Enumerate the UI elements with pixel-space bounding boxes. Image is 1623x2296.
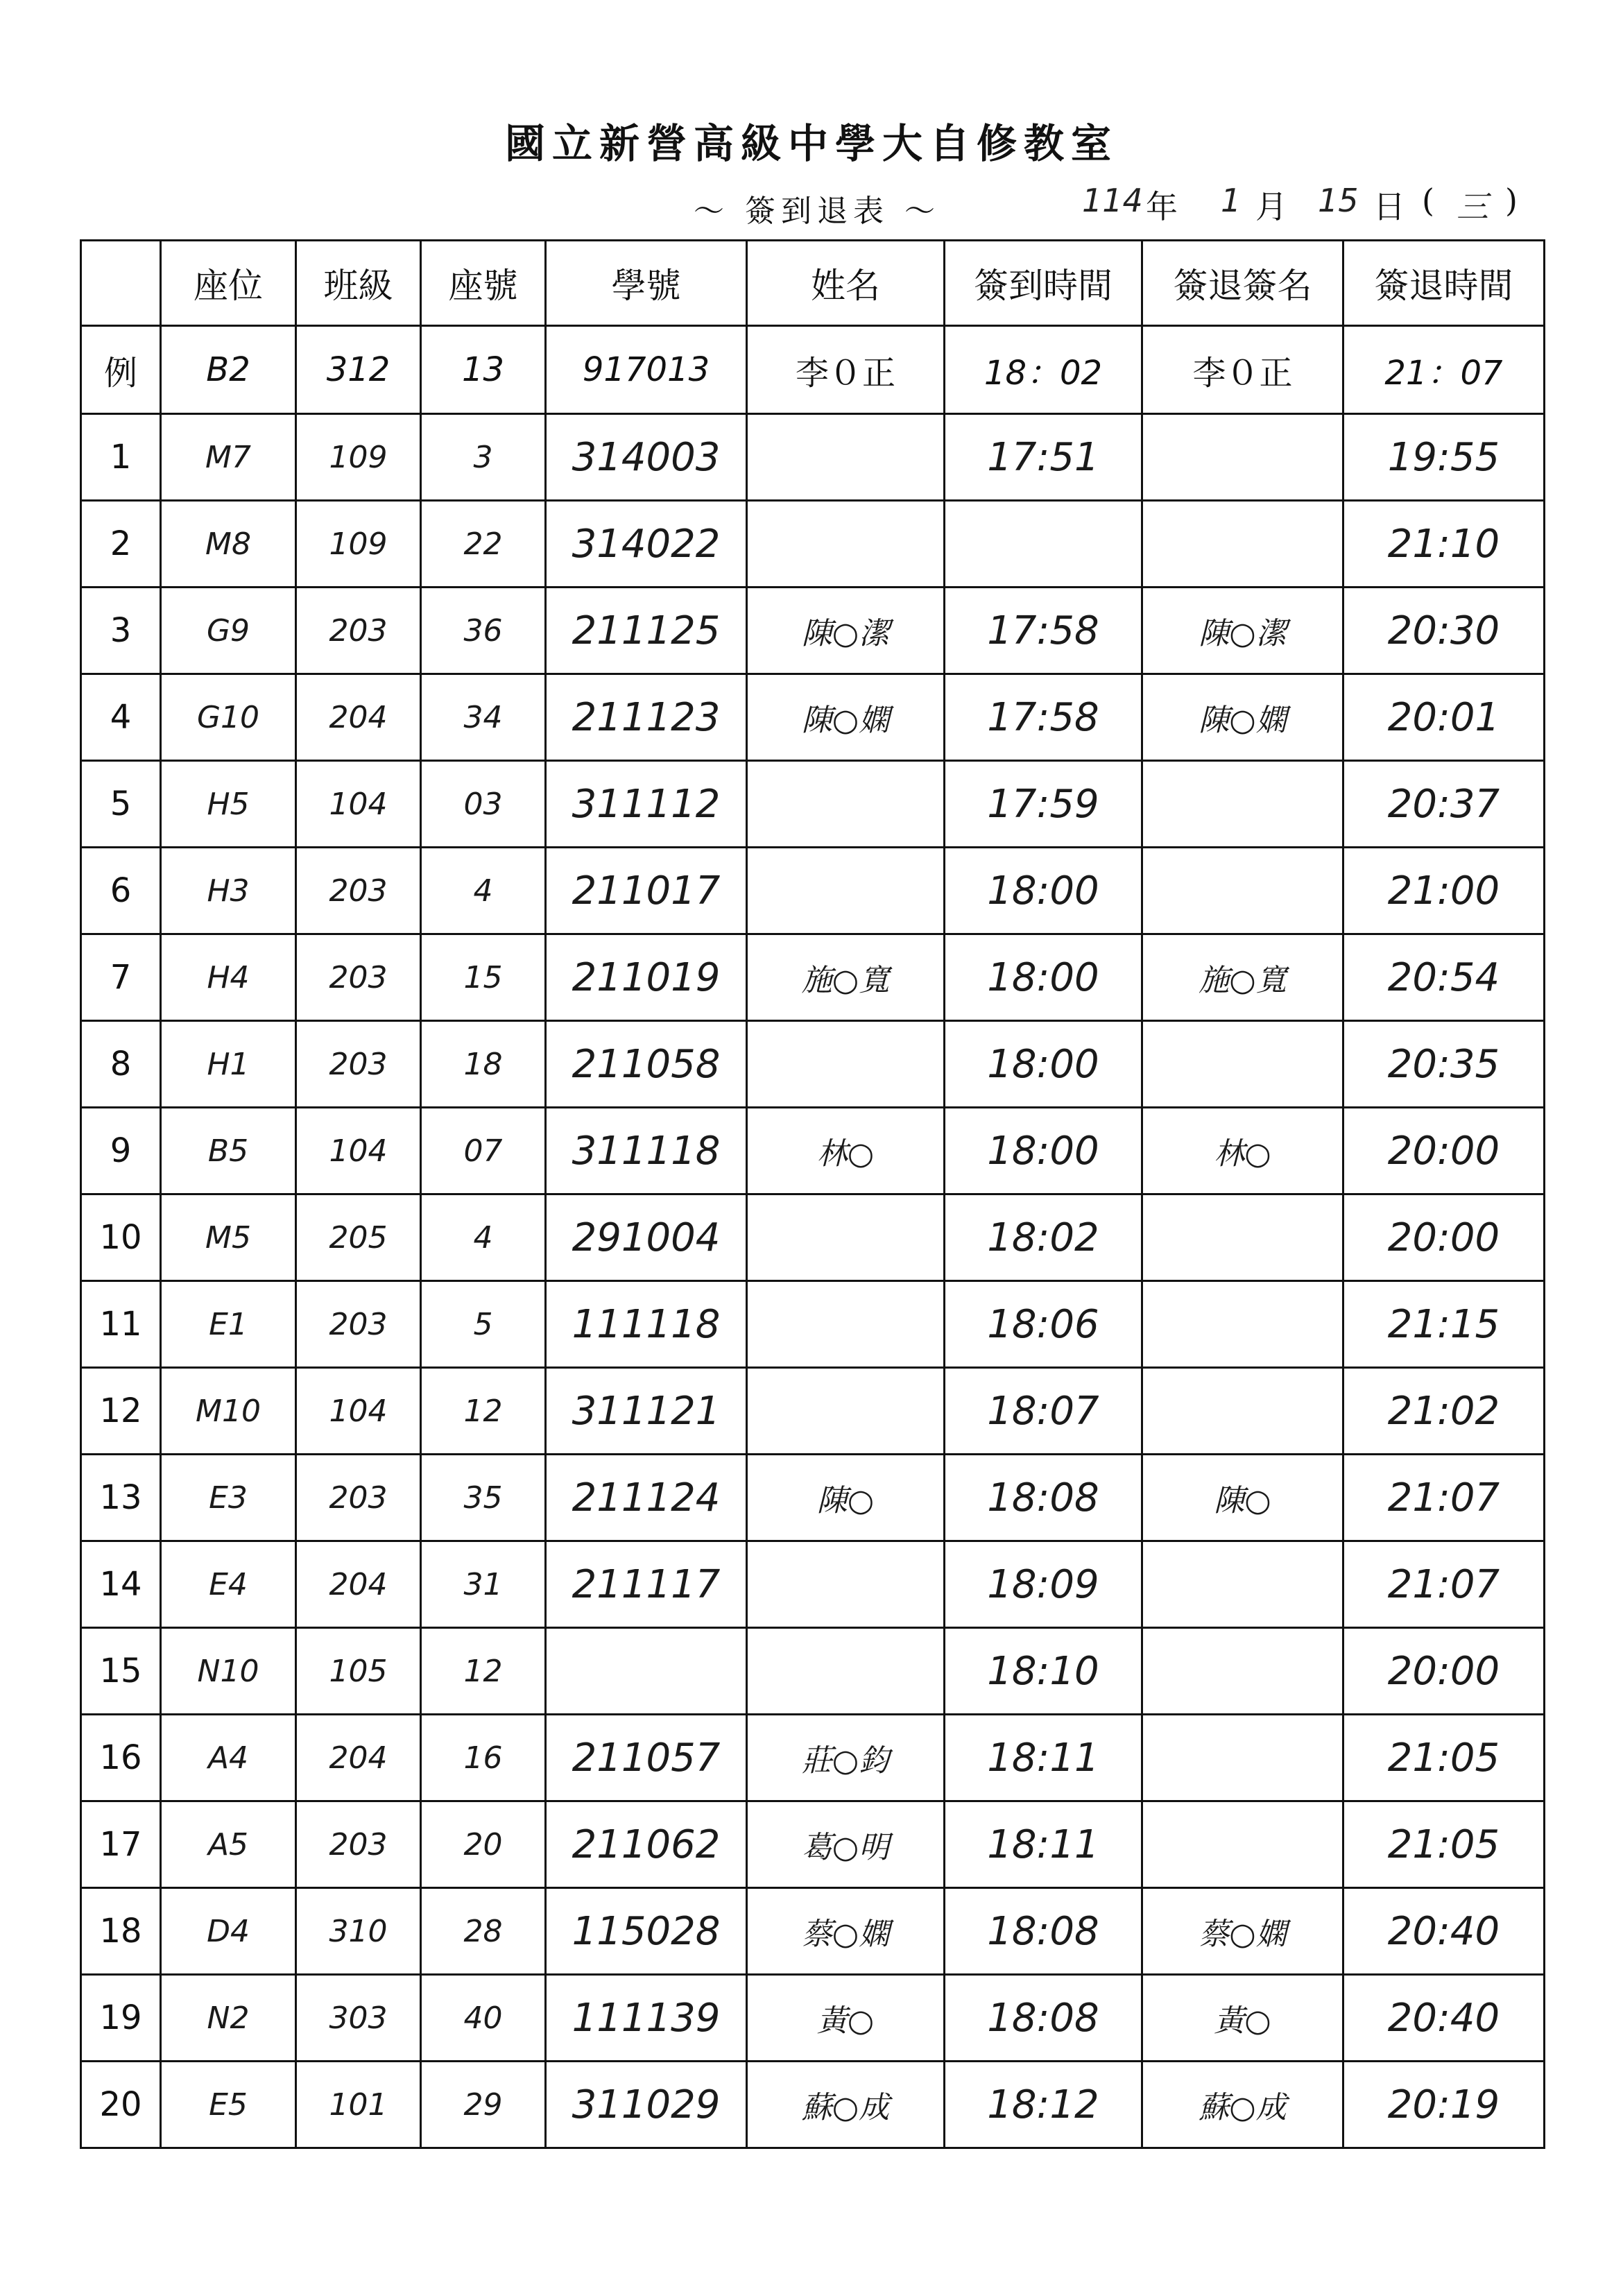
seat-no-cell: 5 bbox=[421, 1281, 546, 1368]
row-number: 13 bbox=[81, 1455, 161, 1541]
student-id-cell: 211117 bbox=[546, 1541, 747, 1628]
checkout-time-cell: 21:15 bbox=[1343, 1281, 1545, 1368]
seat-no-cell: 12 bbox=[421, 1628, 546, 1715]
row-number: 12 bbox=[81, 1368, 161, 1455]
seat-no-cell: 12 bbox=[421, 1368, 546, 1455]
example-class: 312 bbox=[296, 326, 421, 414]
page-title: 國立新營高級中學大自修教室 bbox=[504, 120, 1118, 167]
table-row bbox=[81, 1715, 1545, 1801]
class-cell: 104 bbox=[296, 1368, 421, 1455]
row-number: 11 bbox=[81, 1281, 161, 1368]
checkout-signature-cell: 蔡○嫻 bbox=[1142, 1888, 1343, 1975]
student-id-cell: 314003 bbox=[546, 414, 747, 501]
row-number: 16 bbox=[81, 1715, 161, 1801]
student-id-cell: 211019 bbox=[546, 934, 747, 1021]
row-number: 5 bbox=[81, 761, 161, 848]
checkin-time-cell: 18:08 bbox=[945, 1888, 1142, 1975]
name-cell bbox=[747, 501, 945, 588]
checkout-time-cell: 21:07 bbox=[1343, 1541, 1545, 1628]
date-day: 15 bbox=[1318, 182, 1359, 219]
example-seat-no: 13 bbox=[421, 326, 546, 414]
seat-cell: M8 bbox=[161, 501, 296, 588]
checkin-time-cell: 18:12 bbox=[945, 2062, 1142, 2148]
seat-cell: E1 bbox=[161, 1281, 296, 1368]
checkout-signature-cell bbox=[1142, 1801, 1343, 1888]
checkout-signature-cell bbox=[1142, 1281, 1343, 1368]
student-id-cell: 311029 bbox=[546, 2062, 747, 2148]
checkin-time-cell: 17:58 bbox=[945, 588, 1142, 674]
checkout-signature-cell: 蘇○成 bbox=[1142, 2062, 1343, 2148]
seat-no-cell: 31 bbox=[421, 1541, 546, 1628]
class-cell: 204 bbox=[296, 1541, 421, 1628]
table-row bbox=[81, 1888, 1545, 1975]
table-row bbox=[81, 1628, 1545, 1715]
seat-cell: G10 bbox=[161, 674, 296, 761]
form-subtitle: ～ 簽到退表 ～ bbox=[694, 194, 941, 229]
checkout-signature-cell bbox=[1142, 1021, 1343, 1108]
checkin-time-cell: 18:09 bbox=[945, 1541, 1142, 1628]
date-line bbox=[1082, 182, 1526, 230]
seat-cell: E4 bbox=[161, 1541, 296, 1628]
class-cell: 101 bbox=[296, 2062, 421, 2148]
checkin-time-cell: 18:00 bbox=[945, 934, 1142, 1021]
checkout-signature-cell: 陳○潔 bbox=[1142, 588, 1343, 674]
seat-cell: M10 bbox=[161, 1368, 296, 1455]
class-cell: 104 bbox=[296, 761, 421, 848]
student-id-cell: 311121 bbox=[546, 1368, 747, 1455]
checkout-signature-cell: 林○ bbox=[1142, 1108, 1343, 1194]
name-cell: 蘇○成 bbox=[747, 2062, 945, 2148]
table-row bbox=[81, 761, 1545, 848]
col-header-seat: 座位 bbox=[161, 241, 296, 326]
class-cell: 104 bbox=[296, 1108, 421, 1194]
table-row bbox=[81, 1975, 1545, 2062]
seat-no-cell: 28 bbox=[421, 1888, 546, 1975]
name-cell bbox=[747, 1281, 945, 1368]
checkin-time-cell: 17:51 bbox=[945, 414, 1142, 501]
name-cell: 葛○明 bbox=[747, 1801, 945, 1888]
row-number: 18 bbox=[81, 1888, 161, 1975]
checkout-time-cell: 21:02 bbox=[1343, 1368, 1545, 1455]
table-row bbox=[81, 1541, 1545, 1628]
seat-no-cell: 35 bbox=[421, 1455, 546, 1541]
class-cell: 109 bbox=[296, 501, 421, 588]
table-row bbox=[81, 2062, 1545, 2148]
example-label: 例 bbox=[81, 326, 161, 414]
checkout-signature-cell bbox=[1142, 848, 1343, 934]
example-checkin-time: 18：02 bbox=[945, 326, 1142, 414]
seat-cell: N2 bbox=[161, 1975, 296, 2062]
student-id-cell: 311112 bbox=[546, 761, 747, 848]
seat-no-cell: 20 bbox=[421, 1801, 546, 1888]
student-id-cell: 211057 bbox=[546, 1715, 747, 1801]
seat-cell: D4 bbox=[161, 1888, 296, 1975]
checkin-time-cell: 18:02 bbox=[945, 1194, 1142, 1281]
seat-no-cell: 34 bbox=[421, 674, 546, 761]
col-header-name: 姓名 bbox=[747, 241, 945, 326]
checkout-time-cell: 20:19 bbox=[1343, 2062, 1545, 2148]
checkout-signature-cell bbox=[1142, 761, 1343, 848]
seat-cell: M7 bbox=[161, 414, 296, 501]
col-header-index bbox=[81, 241, 161, 326]
seat-cell: E3 bbox=[161, 1455, 296, 1541]
row-number: 2 bbox=[81, 501, 161, 588]
date-weekday: 三 bbox=[1457, 188, 1488, 225]
row-number: 15 bbox=[81, 1628, 161, 1715]
example-name: 李０正 bbox=[747, 326, 945, 414]
class-cell: 203 bbox=[296, 934, 421, 1021]
student-id-cell: 111139 bbox=[546, 1975, 747, 2062]
example-row bbox=[81, 326, 1545, 414]
checkout-signature-cell bbox=[1142, 1715, 1343, 1801]
name-cell: 施○寬 bbox=[747, 934, 945, 1021]
seat-cell: A5 bbox=[161, 1801, 296, 1888]
name-cell: 陳○ bbox=[747, 1455, 945, 1541]
checkout-signature-cell: 黃○ bbox=[1142, 1975, 1343, 2062]
class-cell: 204 bbox=[296, 674, 421, 761]
table-row bbox=[81, 1021, 1545, 1108]
checkout-signature-cell: 陳○嫻 bbox=[1142, 674, 1343, 761]
date-month: 1 bbox=[1221, 182, 1242, 219]
checkout-time-cell: 20:00 bbox=[1343, 1628, 1545, 1715]
seat-no-cell: 22 bbox=[421, 501, 546, 588]
checkout-signature-cell bbox=[1142, 1541, 1343, 1628]
row-number: 8 bbox=[81, 1021, 161, 1108]
seat-no-cell: 40 bbox=[421, 1975, 546, 2062]
seat-no-cell: 3 bbox=[421, 414, 546, 501]
table-row bbox=[81, 1368, 1545, 1455]
name-cell: 林○ bbox=[747, 1108, 945, 1194]
seat-cell: H4 bbox=[161, 934, 296, 1021]
seat-cell: N10 bbox=[161, 1628, 296, 1715]
name-cell: 蔡○嫻 bbox=[747, 1888, 945, 1975]
example-student-id: 917013 bbox=[546, 326, 747, 414]
table-row bbox=[81, 1455, 1545, 1541]
checkout-signature-cell bbox=[1142, 414, 1343, 501]
student-id-cell: 211062 bbox=[546, 1801, 747, 1888]
checkout-time-cell: 20:54 bbox=[1343, 934, 1545, 1021]
student-id-cell: 115028 bbox=[546, 1888, 747, 1975]
checkout-signature-cell bbox=[1142, 501, 1343, 588]
name-cell bbox=[747, 1541, 945, 1628]
checkin-time-cell: 18:08 bbox=[945, 1975, 1142, 2062]
seat-no-cell: 29 bbox=[421, 2062, 546, 2148]
row-number: 6 bbox=[81, 848, 161, 934]
table-row bbox=[81, 674, 1545, 761]
student-id-cell: 311118 bbox=[546, 1108, 747, 1194]
date-month-unit: 月 bbox=[1255, 188, 1287, 225]
name-cell: 黃○ bbox=[747, 1975, 945, 2062]
class-cell: 203 bbox=[296, 588, 421, 674]
row-number: 9 bbox=[81, 1108, 161, 1194]
checkin-time-cell: 18:08 bbox=[945, 1455, 1142, 1541]
class-cell: 204 bbox=[296, 1715, 421, 1801]
seat-cell: H5 bbox=[161, 761, 296, 848]
checkout-time-cell: 20:40 bbox=[1343, 1975, 1545, 2062]
class-cell: 205 bbox=[296, 1194, 421, 1281]
student-id-cell: 211017 bbox=[546, 848, 747, 934]
class-cell: 105 bbox=[296, 1628, 421, 1715]
table-body bbox=[81, 414, 1545, 2148]
checkout-time-cell: 21:05 bbox=[1343, 1801, 1545, 1888]
checkout-time-cell: 21:05 bbox=[1343, 1715, 1545, 1801]
example-seat: B2 bbox=[161, 326, 296, 414]
row-number: 3 bbox=[81, 588, 161, 674]
checkout-time-cell: 20:40 bbox=[1343, 1888, 1545, 1975]
seat-no-cell: 4 bbox=[421, 848, 546, 934]
seat-cell: A4 bbox=[161, 1715, 296, 1801]
student-id-cell: 211123 bbox=[546, 674, 747, 761]
row-number: 19 bbox=[81, 1975, 161, 2062]
class-cell: 109 bbox=[296, 414, 421, 501]
table-row bbox=[81, 934, 1545, 1021]
row-number: 1 bbox=[81, 414, 161, 501]
name-cell bbox=[747, 761, 945, 848]
checkout-time-cell: 21:00 bbox=[1343, 848, 1545, 934]
name-cell bbox=[747, 1194, 945, 1281]
checkin-time-cell: 18:00 bbox=[945, 848, 1142, 934]
checkout-time-cell: 21:10 bbox=[1343, 501, 1545, 588]
checkin-time-cell: 18:06 bbox=[945, 1281, 1142, 1368]
name-cell bbox=[747, 848, 945, 934]
name-cell bbox=[747, 414, 945, 501]
name-cell: 陳○潔 bbox=[747, 588, 945, 674]
student-id-cell: 111118 bbox=[546, 1281, 747, 1368]
col-header-seat-no: 座號 bbox=[421, 241, 546, 326]
checkout-signature-cell: 施○寬 bbox=[1142, 934, 1343, 1021]
sign-in-table bbox=[80, 239, 1545, 2149]
checkin-time-cell: 18:00 bbox=[945, 1108, 1142, 1194]
table-row bbox=[81, 501, 1545, 588]
checkout-time-cell: 20:00 bbox=[1343, 1194, 1545, 1281]
class-cell: 203 bbox=[296, 1281, 421, 1368]
row-number: 20 bbox=[81, 2062, 161, 2148]
class-cell: 203 bbox=[296, 1021, 421, 1108]
row-number: 10 bbox=[81, 1194, 161, 1281]
checkout-time-cell: 20:30 bbox=[1343, 588, 1545, 674]
name-cell: 陳○嫻 bbox=[747, 674, 945, 761]
checkout-signature-cell: 陳○ bbox=[1142, 1455, 1343, 1541]
student-id-cell: 211125 bbox=[546, 588, 747, 674]
date-weekday-close: ) bbox=[1505, 182, 1518, 219]
checkin-time-cell: 18:10 bbox=[945, 1628, 1142, 1715]
date-year-unit: 年 bbox=[1146, 188, 1178, 225]
checkin-time-cell bbox=[945, 501, 1142, 588]
row-number: 7 bbox=[81, 934, 161, 1021]
student-id-cell bbox=[546, 1628, 747, 1715]
example-checkout-time: 21：07 bbox=[1343, 326, 1545, 414]
student-id-cell: 211058 bbox=[546, 1021, 747, 1108]
col-header-checkout-signature: 簽退簽名 bbox=[1142, 241, 1343, 326]
col-header-checkin-time: 簽到時間 bbox=[945, 241, 1142, 326]
seat-cell: M5 bbox=[161, 1194, 296, 1281]
row-number: 4 bbox=[81, 674, 161, 761]
checkout-time-cell: 20:01 bbox=[1343, 674, 1545, 761]
header-row bbox=[81, 241, 1545, 326]
class-cell: 203 bbox=[296, 1801, 421, 1888]
checkout-time-cell: 21:07 bbox=[1343, 1455, 1545, 1541]
table-row bbox=[81, 848, 1545, 934]
seat-no-cell: 4 bbox=[421, 1194, 546, 1281]
checkin-time-cell: 18:11 bbox=[945, 1715, 1142, 1801]
checkout-time-cell: 19:55 bbox=[1343, 414, 1545, 501]
table-row bbox=[81, 1194, 1545, 1281]
seat-no-cell: 15 bbox=[421, 934, 546, 1021]
seat-cell: H1 bbox=[161, 1021, 296, 1108]
seat-no-cell: 03 bbox=[421, 761, 546, 848]
seat-cell: H3 bbox=[161, 848, 296, 934]
table-row bbox=[81, 414, 1545, 501]
seat-cell: G9 bbox=[161, 588, 296, 674]
name-cell bbox=[747, 1021, 945, 1108]
seat-no-cell: 16 bbox=[421, 1715, 546, 1801]
date-year: 114 bbox=[1082, 182, 1143, 219]
seat-no-cell: 18 bbox=[421, 1021, 546, 1108]
row-number: 14 bbox=[81, 1541, 161, 1628]
checkin-time-cell: 18:07 bbox=[945, 1368, 1142, 1455]
checkout-signature-cell bbox=[1142, 1628, 1343, 1715]
seat-cell: B5 bbox=[161, 1108, 296, 1194]
class-cell: 203 bbox=[296, 1455, 421, 1541]
checkout-time-cell: 20:35 bbox=[1343, 1021, 1545, 1108]
date-day-unit: 日 bbox=[1373, 188, 1405, 225]
row-number: 17 bbox=[81, 1801, 161, 1888]
date-weekday-open: ( bbox=[1422, 182, 1434, 219]
col-header-student-id: 學號 bbox=[546, 241, 747, 326]
seat-no-cell: 36 bbox=[421, 588, 546, 674]
name-cell bbox=[747, 1628, 945, 1715]
name-cell bbox=[747, 1368, 945, 1455]
student-id-cell: 291004 bbox=[546, 1194, 747, 1281]
checkin-time-cell: 18:11 bbox=[945, 1801, 1142, 1888]
checkout-time-cell: 20:00 bbox=[1343, 1108, 1545, 1194]
seat-no-cell: 07 bbox=[421, 1108, 546, 1194]
class-cell: 310 bbox=[296, 1888, 421, 1975]
student-id-cell: 314022 bbox=[546, 501, 747, 588]
col-header-checkout-time: 簽退時間 bbox=[1343, 241, 1545, 326]
table-row bbox=[81, 588, 1545, 674]
checkout-signature-cell bbox=[1142, 1368, 1343, 1455]
col-header-class: 班級 bbox=[296, 241, 421, 326]
class-cell: 303 bbox=[296, 1975, 421, 2062]
example-checkout-signature: 李０正 bbox=[1142, 326, 1343, 414]
table-row bbox=[81, 1108, 1545, 1194]
checkout-time-cell: 20:37 bbox=[1343, 761, 1545, 848]
table-row bbox=[81, 1281, 1545, 1368]
table-row bbox=[81, 1801, 1545, 1888]
seat-cell: E5 bbox=[161, 2062, 296, 2148]
name-cell: 莊○鈞 bbox=[747, 1715, 945, 1801]
student-id-cell: 211124 bbox=[546, 1455, 747, 1541]
checkin-time-cell: 17:59 bbox=[945, 761, 1142, 848]
checkin-time-cell: 18:00 bbox=[945, 1021, 1142, 1108]
checkout-signature-cell bbox=[1142, 1194, 1343, 1281]
checkin-time-cell: 17:58 bbox=[945, 674, 1142, 761]
class-cell: 203 bbox=[296, 848, 421, 934]
